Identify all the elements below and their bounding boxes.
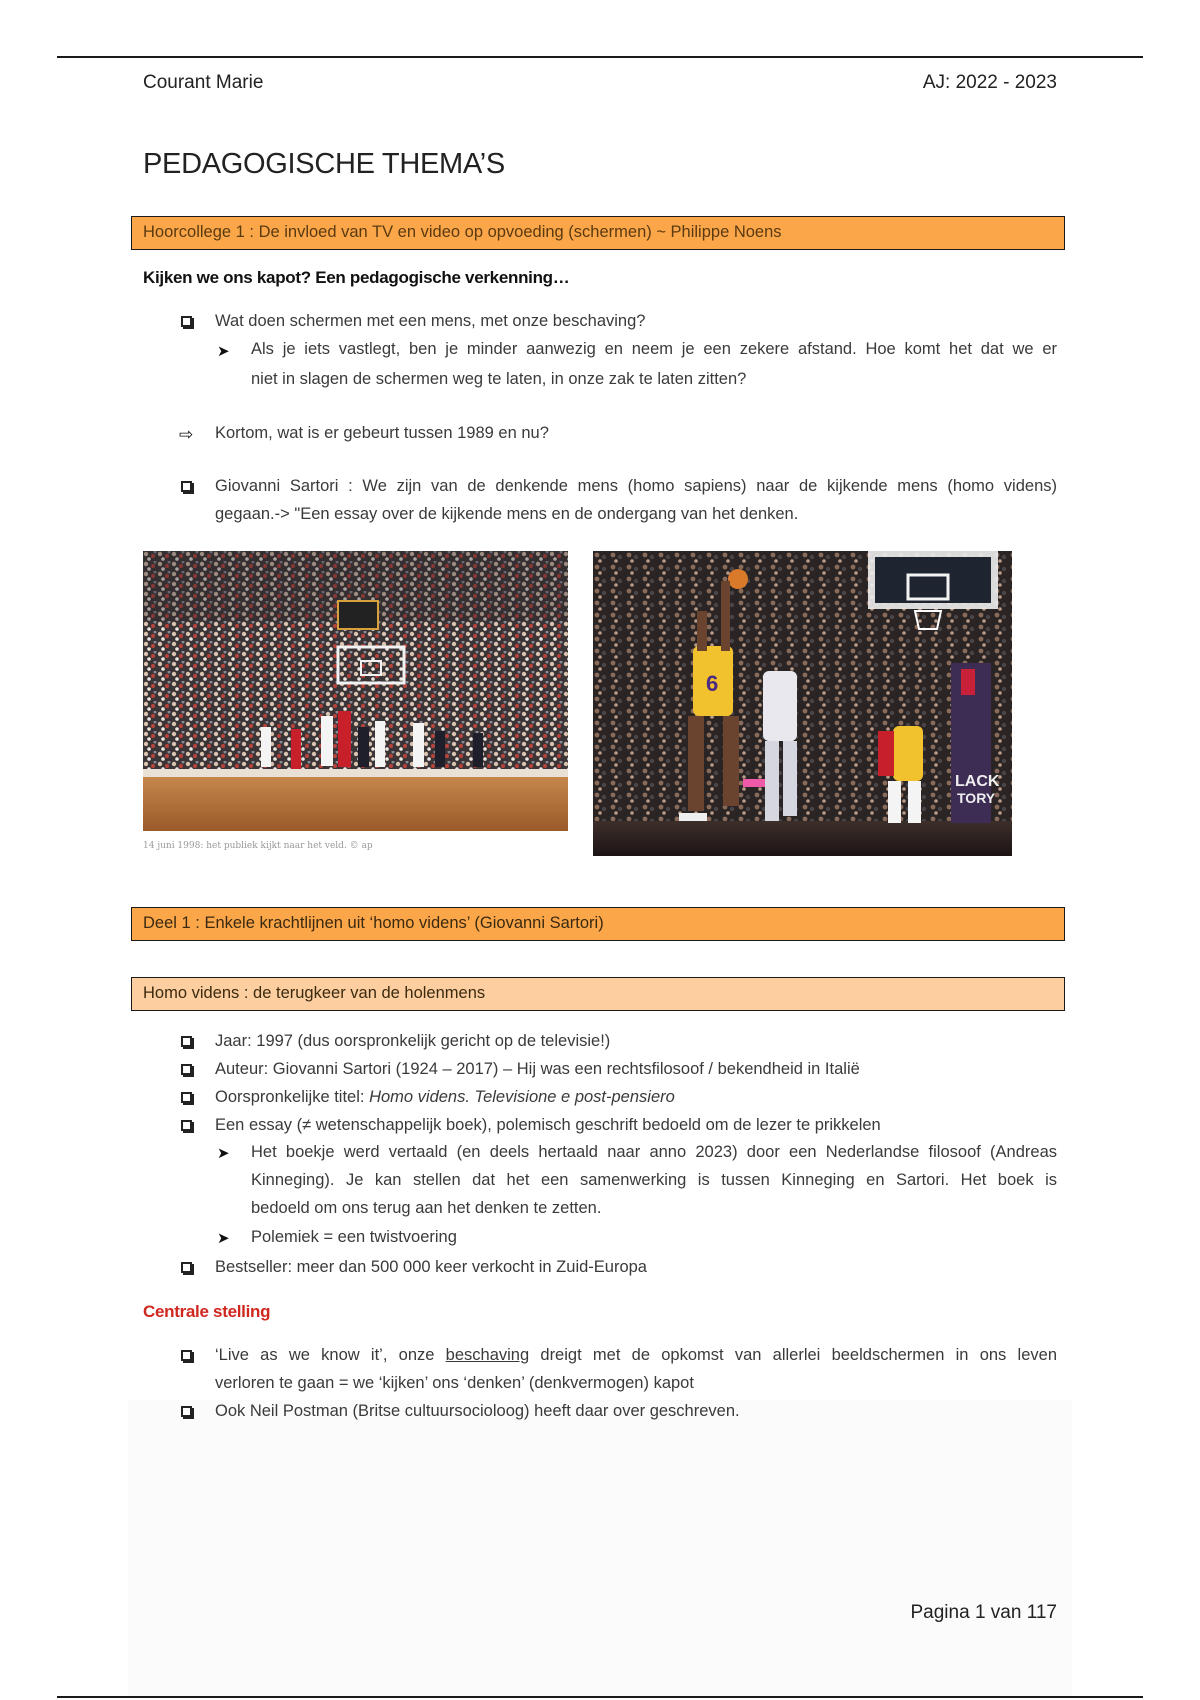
top-rule bbox=[57, 56, 1143, 58]
intro-sub-line-1: Als je iets vastlegt, ben je minder aanwezig en neem je een zekere afstand. Hoe komt het dat we er bbox=[251, 340, 1057, 358]
page-title: PEDAGOGISCHE THEMA’S bbox=[143, 148, 505, 180]
fact-year: Jaar: 1997 (dus oorspronkelijk gericht op de televisie!) bbox=[215, 1032, 611, 1050]
photo-arena-modern bbox=[593, 551, 1012, 856]
original-title-value: Homo videns. Televisione e post-pensiero bbox=[369, 1088, 675, 1106]
checkbox-bullet-icon bbox=[181, 481, 192, 492]
central-line-1 bbox=[215, 1346, 1057, 1365]
intro-question: Wat doen schermen met een mens, met onze beschaving? bbox=[215, 312, 646, 330]
original-title-label: Oorspronkelijke titel: bbox=[215, 1088, 370, 1106]
checkbox-bullet-icon bbox=[181, 1262, 192, 1273]
sartori-line-2: gegaan.-> "Een essay over de kijkende mens en de ondergang van het denken. bbox=[215, 505, 799, 523]
page-number: Pagina 1 van 117 bbox=[910, 1602, 1057, 1623]
checkbox-bullet-icon bbox=[181, 1120, 192, 1131]
checkbox-bullet-icon bbox=[181, 1092, 192, 1103]
central-line-1-a: ‘Live as we know it’, onze bbox=[215, 1346, 446, 1364]
intro-heading: Kijken we ons kapot? Een pedagogische verkenning… bbox=[143, 268, 570, 287]
central-postman: Ook Neil Postman (Britse cultuursocioloog) heeft daar over geschreven. bbox=[215, 1402, 740, 1420]
central-line-1-underlined: beschaving bbox=[445, 1346, 530, 1364]
fact-essay: Een essay (≠ wetenschappelijk boek), polemisch geschrift bedoeld om de lezer te prikkelen bbox=[215, 1116, 881, 1134]
checkbox-bullet-icon bbox=[181, 1350, 192, 1361]
fact-translated-line-1: Het boekje werd vertaald (en deels hertaald naar anno 2023) door een Nederlandse filosoof (Andreas bbox=[251, 1143, 1057, 1161]
hollow-arrow-icon: ⇨ bbox=[179, 425, 194, 444]
intro-sub-line-2: niet in slagen de schermen weg te laten, in onze zak te laten zitten? bbox=[251, 370, 747, 388]
arrowhead-bullet-icon: ➤ bbox=[217, 1145, 230, 1162]
central-line-2: verloren te gaan = we ‘kijken’ ons ‘denken’ (denkvermogen) kapot bbox=[215, 1374, 694, 1392]
fact-translated-line-2: Kinneging). Je kan stellen dat het een samenwerking is tussen Kinneging en Sartori. Het boek is bbox=[251, 1171, 1057, 1189]
fact-translated-line-3: bedoeld om ons terug aan het denken te zetten. bbox=[251, 1199, 602, 1217]
homo-videns-heading-box: Homo videns : de terugkeer van de holenmens bbox=[131, 977, 1065, 1011]
checkbox-bullet-icon bbox=[181, 1064, 192, 1075]
checkbox-bullet-icon bbox=[181, 1406, 192, 1417]
checkbox-bullet-icon bbox=[181, 316, 192, 327]
fact-author: Auteur: Giovanni Sartori (1924 – 2017) – Hij was een rechtsfilosoof / bekendheid in Italië bbox=[215, 1060, 860, 1078]
page-shade bbox=[128, 1400, 1072, 1696]
sign-text-2: TORY bbox=[957, 790, 996, 806]
fact-bestseller: Bestseller: meer dan 500 000 keer verkocht in Zuid-Europa bbox=[215, 1258, 647, 1276]
central-thesis-heading: Centrale stelling bbox=[143, 1302, 271, 1321]
summary-question: Kortom, wat is er gebeurt tussen 1989 en nu? bbox=[215, 424, 549, 442]
lecture-heading-box: Hoorcollege 1 : De invloed van TV en video op opvoeding (schermen) ~ Philippe Noens bbox=[131, 216, 1065, 250]
sartori-line-1: Giovanni Sartori : We zijn van de denkende mens (homo sapiens) naar de kijkende mens (homo videns) bbox=[215, 477, 1057, 495]
photo-arena-1998 bbox=[143, 551, 568, 831]
jersey-number: 6 bbox=[706, 671, 719, 696]
fact-polemiek: Polemiek = een twistvoering bbox=[251, 1228, 457, 1246]
header-author: Courant Marie bbox=[143, 72, 264, 93]
arrowhead-bullet-icon: ➤ bbox=[217, 1230, 230, 1247]
part1-heading-box: Deel 1 : Enkele krachtlijnen uit ‘homo videns’ (Giovanni Sartori) bbox=[131, 907, 1065, 941]
sign-text-1: LACK bbox=[955, 773, 1000, 790]
central-line-1-b: dreigt met de opkomst van allerlei beeldschermen in ons leven bbox=[529, 1346, 1057, 1364]
header-year: AJ: 2022 - 2023 bbox=[922, 72, 1057, 93]
checkbox-bullet-icon bbox=[181, 1036, 192, 1047]
photo-caption: 14 juni 1998: het publiek kijkt naar het veld. © ap bbox=[143, 841, 373, 851]
arrowhead-bullet-icon: ➤ bbox=[217, 343, 230, 360]
fact-original-title bbox=[215, 1088, 675, 1107]
bottom-rule bbox=[57, 1696, 1143, 1698]
